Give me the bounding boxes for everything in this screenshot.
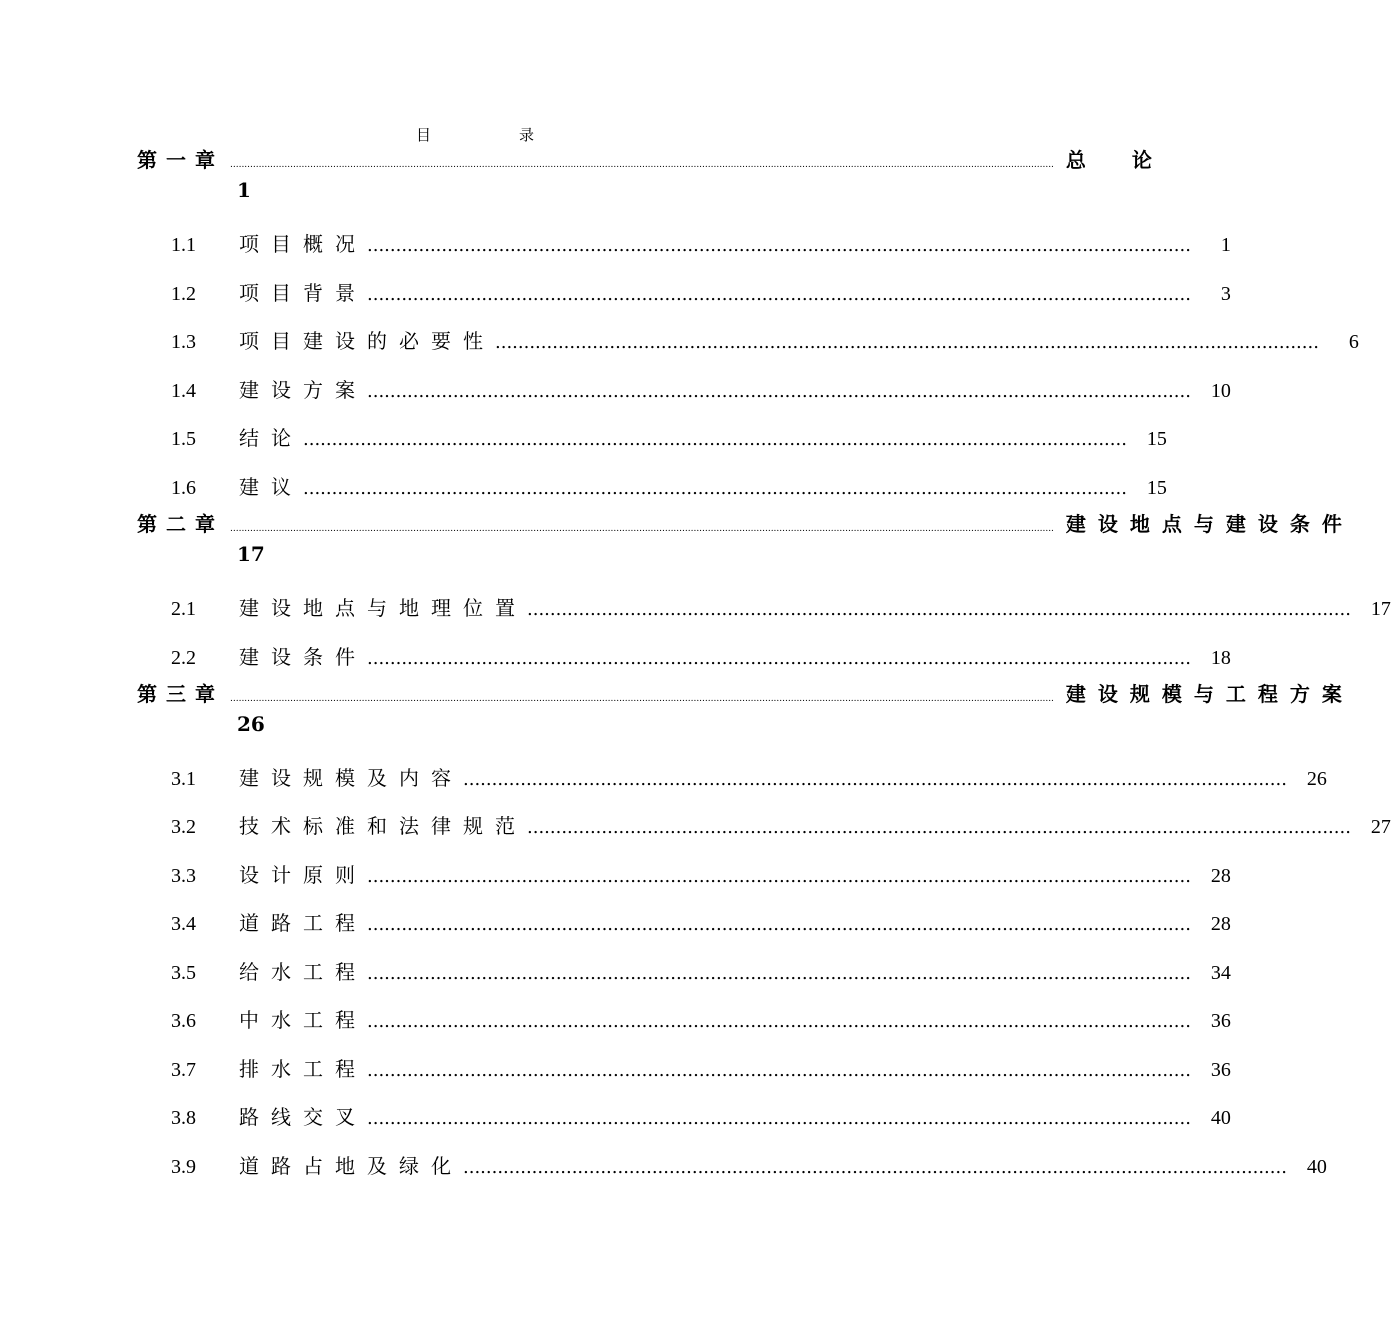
chapter-page: 26 bbox=[237, 712, 265, 736]
section-title: 道路工程 bbox=[239, 911, 367, 935]
dot-leader: ................................................................................................................................................ bbox=[495, 332, 1319, 353]
dot-leader: ................................................................................................................................................ bbox=[527, 599, 1351, 620]
section-number: 3.4 bbox=[171, 913, 196, 935]
section-page: 15 bbox=[1146, 477, 1167, 499]
chapter-number: 第三章 bbox=[137, 682, 224, 706]
chapter-name: 建设地点与建设条件 bbox=[1065, 512, 1354, 536]
dot-leader: ................................................................................................................................................ bbox=[367, 866, 1191, 887]
section-title: 项目概况 bbox=[239, 232, 367, 256]
section-number: 3.3 bbox=[171, 865, 196, 887]
chapter-number: 第一章 bbox=[137, 148, 224, 172]
section-page: 15 bbox=[1146, 428, 1167, 450]
section-number: 1.3 bbox=[171, 331, 196, 353]
dot-leader: ................................................................................................................................................ bbox=[367, 284, 1191, 305]
section-page: 1 bbox=[1220, 234, 1231, 256]
dot-leader: ................................................................................................................................................ bbox=[367, 648, 1191, 669]
section-title: 建设规模及内容 bbox=[239, 766, 463, 790]
section-title: 项目建设的必要性 bbox=[239, 329, 495, 353]
section-title: 结论 bbox=[239, 426, 303, 450]
chapter-name: 总论 bbox=[1065, 148, 1198, 172]
toc-entry-3-4[interactable] bbox=[171, 907, 1231, 937]
section-title: 中水工程 bbox=[239, 1008, 367, 1032]
section-number: 3.9 bbox=[171, 1156, 196, 1178]
section-number: 1.4 bbox=[171, 380, 196, 402]
dot-leader: ................................................................................................................................................................................................................................................................................................ bbox=[230, 694, 1054, 704]
section-page: 28 bbox=[1210, 865, 1231, 887]
dot-leader: ................................................................................................................................................ bbox=[367, 914, 1191, 935]
dot-leader: ................................................................................................................................................ bbox=[367, 1108, 1191, 1129]
section-page: 40 bbox=[1306, 1156, 1327, 1178]
toc-entry-3-7[interactable] bbox=[171, 1053, 1231, 1083]
section-page: 28 bbox=[1210, 913, 1231, 935]
section-number: 1.2 bbox=[171, 283, 196, 305]
section-number: 3.1 bbox=[171, 768, 196, 790]
chapter-page: 1 bbox=[237, 178, 251, 202]
dot-leader: ................................................................................................................................................ bbox=[463, 1157, 1287, 1178]
section-title: 建议 bbox=[239, 475, 303, 499]
dot-leader: ................................................................................................................................................ bbox=[527, 817, 1351, 838]
section-number: 3.2 bbox=[171, 816, 196, 838]
section-title: 建设地点与地理位置 bbox=[239, 596, 527, 620]
section-number: 3.8 bbox=[171, 1107, 196, 1129]
section-title: 项目背景 bbox=[239, 281, 367, 305]
section-number: 3.7 bbox=[171, 1059, 196, 1081]
toc-entry-1-5[interactable] bbox=[171, 422, 1167, 452]
section-page: 36 bbox=[1210, 1010, 1231, 1032]
toc-entry-2-1[interactable] bbox=[171, 592, 1391, 622]
toc-chapter-3[interactable] bbox=[137, 678, 1354, 736]
toc-entry-1-1[interactable] bbox=[171, 228, 1231, 258]
toc-chapter-1[interactable] bbox=[137, 144, 1198, 202]
section-page: 3 bbox=[1220, 283, 1231, 305]
toc-entry-1-3[interactable] bbox=[171, 325, 1359, 355]
toc-entry-3-2[interactable] bbox=[171, 810, 1391, 840]
section-number: 3.6 bbox=[171, 1010, 196, 1032]
toc-entry-1-4[interactable] bbox=[171, 374, 1231, 404]
section-title: 技术标准和法律规范 bbox=[239, 814, 527, 838]
section-number: 2.2 bbox=[171, 647, 196, 669]
section-page: 40 bbox=[1210, 1107, 1231, 1129]
section-page: 34 bbox=[1210, 962, 1231, 984]
dot-leader: ................................................................................................................................................ bbox=[367, 381, 1191, 402]
dot-leader: ................................................................................................................................................ bbox=[367, 1060, 1191, 1081]
chapter-name: 建设规模与工程方案 bbox=[1065, 682, 1354, 706]
dot-leader: ................................................................................................................................................ bbox=[367, 963, 1191, 984]
toc-entry-2-2[interactable] bbox=[171, 641, 1231, 671]
section-number: 1.1 bbox=[171, 234, 196, 256]
dot-leader: ................................................................................................................................................ bbox=[303, 478, 1127, 499]
section-title: 建设方案 bbox=[239, 378, 367, 402]
toc-chapter-2[interactable] bbox=[137, 508, 1354, 566]
chapter-page: 17 bbox=[237, 542, 265, 566]
toc-entry-3-3[interactable] bbox=[171, 859, 1231, 889]
dot-leader: ................................................................................................................................................................................................................................................................................................ bbox=[230, 160, 1054, 170]
chapter-number: 第二章 bbox=[137, 512, 224, 536]
section-title: 道路占地及绿化 bbox=[239, 1154, 463, 1178]
toc-title: 目录 bbox=[415, 126, 622, 144]
toc-entry-3-5[interactable] bbox=[171, 956, 1231, 986]
section-title: 排水工程 bbox=[239, 1057, 367, 1081]
section-title: 建设条件 bbox=[239, 645, 367, 669]
toc-entry-1-6[interactable] bbox=[171, 471, 1167, 501]
section-page: 36 bbox=[1210, 1059, 1231, 1081]
section-page: 18 bbox=[1210, 647, 1231, 669]
section-page: 27 bbox=[1370, 816, 1391, 838]
dot-leader: ................................................................................................................................................ bbox=[303, 429, 1127, 450]
dot-leader: ................................................................................................................................................ bbox=[367, 1011, 1191, 1032]
section-page: 10 bbox=[1210, 380, 1231, 402]
dot-leader: ................................................................................................................................................ bbox=[367, 235, 1191, 256]
dot-leader: ................................................................................................................................................ bbox=[463, 769, 1287, 790]
section-title: 给水工程 bbox=[239, 960, 367, 984]
section-page: 17 bbox=[1370, 598, 1391, 620]
section-number: 1.5 bbox=[171, 428, 196, 450]
section-page: 6 bbox=[1348, 331, 1359, 353]
toc-entry-1-2[interactable] bbox=[171, 277, 1231, 307]
section-title: 路线交叉 bbox=[239, 1105, 367, 1129]
section-title: 设计原则 bbox=[239, 863, 367, 887]
toc-entry-3-8[interactable] bbox=[171, 1101, 1231, 1131]
dot-leader: ................................................................................................................................................................................................................................................................................................ bbox=[230, 524, 1054, 534]
section-number: 1.6 bbox=[171, 477, 196, 499]
section-number: 2.1 bbox=[171, 598, 196, 620]
toc-entry-3-9[interactable] bbox=[171, 1150, 1327, 1180]
toc-entry-3-1[interactable] bbox=[171, 762, 1327, 792]
section-page: 26 bbox=[1306, 768, 1327, 790]
toc-entry-3-6[interactable] bbox=[171, 1004, 1231, 1034]
section-number: 3.5 bbox=[171, 962, 196, 984]
